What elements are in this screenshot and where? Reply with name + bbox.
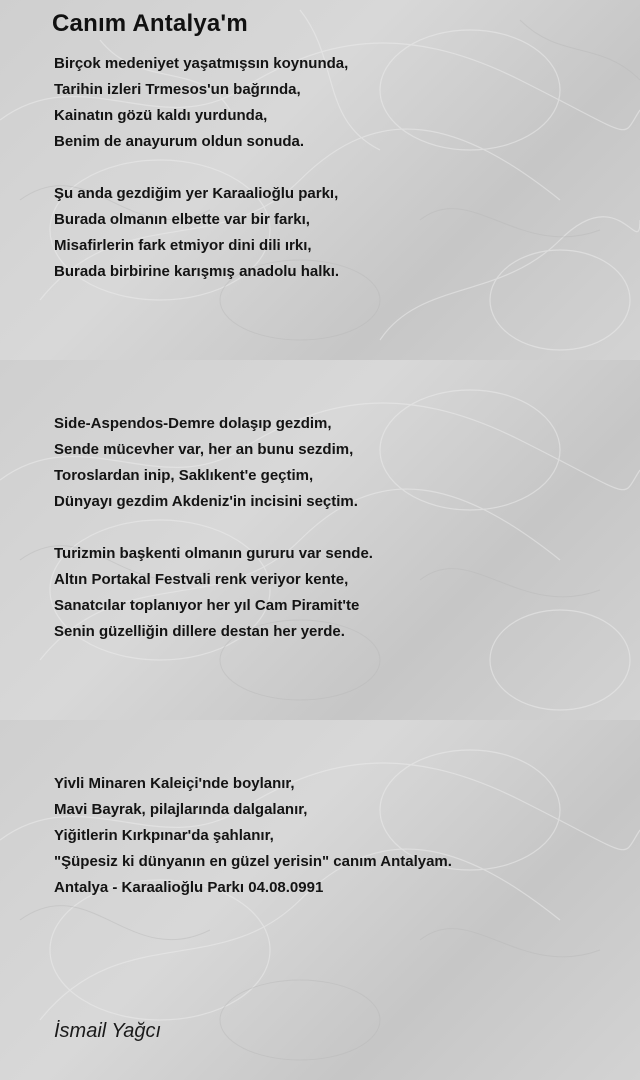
poem-line: Dünyayı gezdim Akdeniz'in incisini seçtim. — [54, 493, 358, 510]
poem-title: Canım Antalya'm — [52, 10, 248, 37]
poem-line: Birçok medeniyet yaşatmışsın koynunda, — [54, 55, 349, 72]
poem-line: Turizmin başkenti olmanın gururu var sende. — [54, 545, 373, 562]
poem-line: Side-Aspendos-Demre dolaşıp gezdim, — [54, 415, 332, 432]
stanza-4 — [54, 541, 373, 645]
poem-line: Toroslardan inip, Saklıkent'e geçtim, — [54, 467, 314, 484]
stanza-1 — [54, 51, 348, 155]
poem-author: İsmail Yağcı — [54, 1020, 162, 1042]
poem-line: "Şüpesiz ki dünyanın en güzel yerisin" canım Antalyam. — [54, 853, 452, 870]
poem-panel-2 — [0, 360, 640, 720]
poem-panel-3 — [0, 720, 640, 1080]
poem-line: Sanatcılar toplanıyor her yıl Cam Piramit'te — [54, 597, 360, 614]
poem-line: Senin güzelliğin dillere destan her yerde. — [54, 623, 345, 640]
poem-panel-1 — [0, 0, 640, 360]
poem-line: Burada birbirine karışmış anadolu halkı. — [54, 263, 340, 280]
poem-line: Misafirlerin fark etmiyor dini dili ırkı, — [54, 237, 312, 254]
stanza-3 — [54, 411, 358, 515]
poem-line: Benim de anayurum oldun sonuda. — [54, 133, 305, 150]
poem-line: Tarihin izleri Trmesos'un bağrında, — [54, 81, 301, 98]
poem-line: Altın Portakal Festvali renk veriyor kente, — [54, 571, 349, 588]
poem-line: Mavi Bayrak, pilajlarında dalgalanır, — [54, 801, 308, 818]
poem-line: Yiğitlerin Kırkpınar'da şahlanır, — [54, 827, 274, 844]
poem-line: Burada olmanın elbette var bir farkı, — [54, 211, 310, 228]
poem-line: Şu anda gezdiğim yer Karaalioğlu parkı, — [54, 185, 339, 202]
stanza-5 — [54, 771, 452, 901]
poem-line: Sende mücevher var, her an bunu sezdim, — [54, 441, 354, 458]
stanza-2 — [54, 181, 339, 285]
poem-line: Kainatın gözü kaldı yurdunda, — [54, 107, 268, 124]
poem-line: Antalya - Karaalioğlu Parkı 04.08.0991 — [54, 879, 324, 896]
poem-line: Yivli Minaren Kaleiçi'nde boylanır, — [54, 775, 295, 792]
